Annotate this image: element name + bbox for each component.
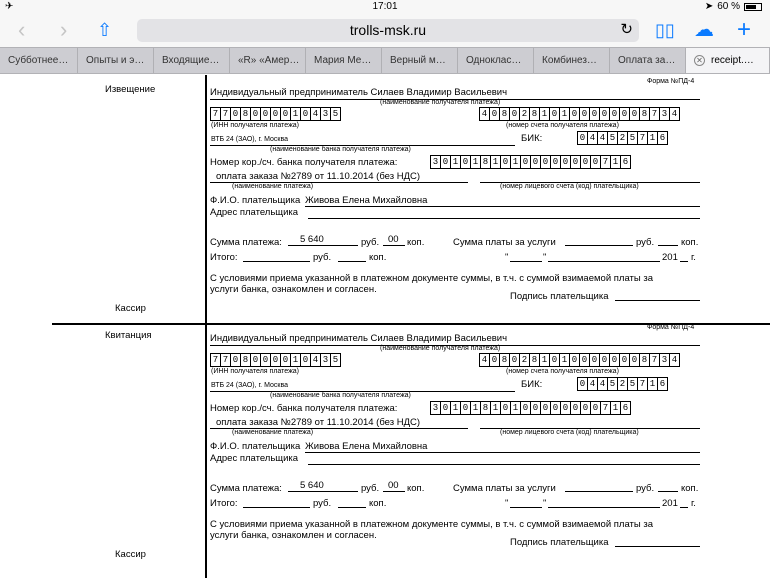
tab-bar: [0, 47, 770, 74]
digit-cell: 6: [620, 155, 631, 169]
total-label: Итого:: [210, 498, 238, 509]
digit-cell: 8: [480, 401, 491, 415]
tab[interactable]: Оплата за…: [610, 48, 686, 73]
sum-rub: 5 640: [300, 234, 324, 245]
corr-cells: [431, 155, 631, 169]
digit-cell: 1: [290, 107, 301, 121]
digit-cell: 8: [639, 353, 650, 367]
sum-label: Сумма платежа:: [210, 483, 282, 494]
digit-cell: 5: [330, 107, 341, 121]
digit-cell: 6: [620, 401, 631, 415]
status-bar: [0, 0, 770, 14]
bik-cells: [578, 131, 668, 145]
digit-cell: 8: [529, 353, 540, 367]
form-code: Форма №ПД-4: [647, 324, 695, 331]
forward-button[interactable]: ›: [60, 17, 68, 42]
digit-cell: 0: [440, 401, 451, 415]
sum-kop: 00: [388, 480, 399, 491]
share-icon[interactable]: ⇧: [97, 20, 113, 40]
digit-cell: 0: [560, 401, 571, 415]
digit-cell: 4: [479, 107, 490, 121]
digit-cell: 4: [479, 353, 490, 367]
digit-cell: 7: [600, 401, 611, 415]
digit-cell: 2: [617, 377, 628, 391]
digit-cell: 4: [310, 353, 321, 367]
digit-cell: 0: [440, 155, 451, 169]
digit-cell: 0: [540, 155, 551, 169]
terms-text: С условиями приема указанной в платежном документе суммы, в т.ч. с суммой взимаемой платы за: [210, 273, 653, 284]
bank-name: ВТБ 24 (ЗАО), г. Москва: [211, 136, 288, 143]
corr-label: Номер кор./сч. банка получателя платежа:: [210, 157, 398, 168]
digit-cell: 0: [619, 107, 630, 121]
digit-cell: 0: [590, 401, 601, 415]
digit-cell: 0: [300, 107, 311, 121]
digit-cell: 4: [597, 131, 608, 145]
terms-text: С условиями приема указанной в платежном документе суммы, в т.ч. с суммой взимаемой платы за: [210, 519, 653, 530]
section-title: Извещение: [105, 84, 156, 95]
digit-cell: 0: [509, 353, 520, 367]
digit-cell: 0: [489, 107, 500, 121]
fee-label: Сумма платы за услуги: [453, 237, 556, 248]
digit-cell: 5: [627, 131, 638, 145]
digit-cell: 0: [589, 107, 600, 121]
airplane-icon: ✈: [5, 1, 14, 12]
digit-cell: 1: [647, 377, 658, 391]
digit-cell: 1: [470, 401, 481, 415]
tab[interactable]: Опыты и э…: [78, 48, 154, 73]
digit-cell: 0: [577, 131, 588, 145]
digit-cell: 0: [579, 353, 590, 367]
digit-cell: 7: [210, 353, 221, 367]
digit-cell: 5: [627, 377, 638, 391]
recipient-caption: (наименование получателя платежа): [380, 345, 501, 352]
digit-cell: 0: [270, 353, 281, 367]
digit-cell: 7: [220, 107, 231, 121]
sum-kop: 00: [388, 234, 399, 245]
digit-cell: 0: [300, 353, 311, 367]
digit-cell: 8: [529, 107, 540, 121]
digit-cell: 0: [460, 401, 471, 415]
digit-cell: 0: [250, 107, 261, 121]
digit-cell: 0: [489, 353, 500, 367]
personal-caption: (номер лицевого счета (код) плательщика): [500, 183, 639, 190]
inn-cells: [211, 353, 341, 367]
digit-cell: 1: [490, 401, 501, 415]
tab[interactable]: Комбинез…: [534, 48, 610, 73]
location-icon: ➤: [704, 1, 714, 12]
digit-cell: 4: [669, 353, 680, 367]
digit-cell: 0: [530, 155, 541, 169]
reload-icon[interactable]: ↻: [620, 21, 633, 38]
account-cells: [480, 353, 680, 367]
cashier-label: Кассир: [115, 303, 146, 314]
digit-cell: 7: [220, 353, 231, 367]
digit-cell: 0: [569, 353, 580, 367]
corr-cells: [431, 401, 631, 415]
status-time: 17:01: [372, 1, 398, 12]
digit-cell: 0: [560, 155, 571, 169]
inn-cells: [211, 107, 341, 121]
digit-cell: 0: [260, 107, 271, 121]
digit-cell: 0: [550, 155, 561, 169]
digit-cell: 0: [580, 155, 591, 169]
digit-cell: 1: [610, 401, 621, 415]
digit-cell: 0: [619, 353, 630, 367]
digit-cell: 0: [599, 353, 610, 367]
signature-label: Подпись плательщика: [510, 537, 609, 548]
digit-cell: 8: [499, 107, 510, 121]
address-label: Адрес плательщика: [210, 453, 299, 464]
digit-cell: 0: [500, 155, 511, 169]
digit-cell: 0: [280, 353, 291, 367]
digit-cell: 0: [549, 107, 560, 121]
bik-label: БИК:: [521, 133, 543, 144]
digit-cell: 3: [430, 155, 441, 169]
digit-cell: 4: [597, 377, 608, 391]
payer-label: Ф.И.О. плательщика: [210, 441, 301, 452]
digit-cell: 0: [609, 353, 620, 367]
digit-cell: 7: [649, 353, 660, 367]
digit-cell: 1: [539, 353, 550, 367]
digit-cell: 3: [320, 353, 331, 367]
digit-cell: 1: [510, 155, 521, 169]
address-label: Адрес плательщика: [210, 207, 299, 218]
payment-caption: (наименование платежа): [232, 429, 314, 436]
sum-rub: 5 640: [300, 480, 324, 491]
digit-cell: 0: [590, 155, 601, 169]
digit-cell: 0: [520, 155, 531, 169]
digit-cell: 0: [270, 107, 281, 121]
terms-text: услуги банка, ознакомлен и согласен.: [210, 530, 377, 541]
bik-label: БИК:: [521, 379, 543, 390]
digit-cell: 0: [500, 401, 511, 415]
digit-cell: 5: [607, 131, 618, 145]
back-button[interactable]: ‹: [18, 17, 26, 42]
digit-cell: 0: [230, 107, 241, 121]
bookmarks-icon[interactable]: ▯▯: [655, 20, 675, 40]
digit-cell: 0: [599, 107, 610, 121]
digit-cell: 0: [570, 155, 581, 169]
digit-cell: 1: [647, 131, 658, 145]
digit-cell: 0: [520, 401, 531, 415]
digit-cell: 0: [569, 107, 580, 121]
bank-caption: (наименование банка получателя платежа): [270, 392, 411, 399]
battery-icon: [744, 3, 762, 11]
payment-name: оплата заказа №2789 от 11.10.2014 (без НДС): [216, 171, 421, 182]
digit-cell: 0: [589, 353, 600, 367]
digit-cell: 3: [430, 401, 441, 415]
receipt-document: Извещение Квитанция Форма №ПД-4 Индивидуальный предприниматель Силаев Владимир Васильевич (наименование получателя платежа) 7 7 0 8 0 0 0 0 1 0 4 3 5 4 0 8 0 2 8 1 0 1 0 0 0 0 0 0 0 8 7 3 4 (ИНН получателя платежа) (номер счета получателя платежа) ВТБ 24 (ЗАО), г. Москва БИК: 0 4 4 5 2 5 7 1 6 (наименование банка получателя платежа) Номер кор./сч. банка получателя платежа: 3 0 1 0 1 8 1 0 1 0 0 0 0 0 0 0 0 7 1 6 оплата заказа №2789 от 11.10.2014 (без НДС) (наименование платежа) (номер лицевого счета (код) плательщика) Ф.И.О. плательщика Живова Елена Михайловна Адрес плательщика Сумма платежа: 5 640 руб. 00 коп. Сумма платы за услуги руб. коп. Итого: руб. коп. " " 201 г. С условиями приема указанной в платежном документе суммы, в т.ч. с суммой взимаемой платы за услуги банка, ознакомлен и согласен. Подпись плательщика Кассир Форма №ПД-4 Индивидуальный предприниматель Силаев Владимир Васильевич (наименование получателя платежа) 7 7 0 8 0 0 0 0 1 0 4 3 5 4 0 8 0 2 8 1 0 1 0 0 0 0 0 0 0 8 7 3 4 (ИНН получателя платежа) (номер счета получателя платежа) ВТБ 24 (ЗАО), г. Москва БИК: 0 4 4 5 2 5 7 1 6 (наименование банка получателя платежа) Номер кор./сч. банка получателя платежа: 3 0 1 0 1 8 1 0 1 0 0 0 0 0 0 0 0 7 1 6 оплата заказа №2789 от 11.10.2014 (без НДС) (наименование платежа) (номер лицевого счета (код) плательщика) Ф.И.О. плательщика Живова Елена Михайловна Адрес плательщика Сумма платежа: 5 640 руб. 00 коп. Сумма платы за услуги руб. коп. Итого: руб. коп. " " 201 г. С условиями приема указанной в платежном документе суммы, в т.ч. с суммой взимаемой платы за услуги банка, ознакомлен и согласен. Подпись плательщика Кассир: [0, 75, 770, 578]
tab[interactable]: Субботнее…: [0, 48, 78, 73]
digit-cell: 0: [629, 353, 640, 367]
digit-cell: 5: [607, 377, 618, 391]
digit-cell: 0: [509, 107, 520, 121]
url-text: trolls-msk.ru: [349, 22, 427, 38]
tab[interactable]: Мария Ме…: [306, 48, 382, 73]
digit-cell: 5: [330, 353, 341, 367]
tab[interactable]: Одноклас…: [458, 48, 534, 73]
digit-cell: 0: [530, 401, 541, 415]
digit-cell: 0: [609, 107, 620, 121]
inn-caption: (ИНН получателя платежа): [211, 368, 299, 375]
digit-cell: 0: [549, 353, 560, 367]
digit-cell: 4: [587, 377, 598, 391]
digit-cell: 1: [290, 353, 301, 367]
digit-cell: 8: [499, 353, 510, 367]
digit-cell: 0: [460, 155, 471, 169]
form-code: Форма №ПД-4: [647, 78, 695, 85]
digit-cell: 7: [600, 155, 611, 169]
digit-cell: 8: [480, 155, 491, 169]
digit-cell: 1: [490, 155, 501, 169]
inn-caption: (ИНН получателя платежа): [211, 122, 299, 129]
digit-cell: 0: [540, 401, 551, 415]
account-caption: (номер счета получателя платежа): [506, 122, 619, 129]
digit-cell: 0: [629, 107, 640, 121]
digit-cell: 8: [639, 107, 650, 121]
digit-cell: 1: [559, 107, 570, 121]
account-cells: [480, 107, 680, 121]
sum-label: Сумма платежа:: [210, 237, 282, 248]
digit-cell: 1: [510, 401, 521, 415]
digit-cell: 0: [577, 377, 588, 391]
corr-label: Номер кор./сч. банка получателя платежа:: [210, 403, 398, 414]
digit-cell: 6: [657, 131, 668, 145]
payer-name: Живова Елена Михайловна: [305, 441, 428, 452]
digit-cell: 1: [610, 155, 621, 169]
digit-cell: 1: [559, 353, 570, 367]
digit-cell: 7: [649, 107, 660, 121]
signature-label: Подпись плательщика: [510, 291, 609, 302]
section-title: Квитанция: [105, 330, 152, 341]
digit-cell: 0: [570, 401, 581, 415]
digit-cell: 0: [230, 353, 241, 367]
digit-cell: 3: [320, 107, 331, 121]
digit-cell: 3: [659, 107, 670, 121]
terms-text: услуги банка, ознакомлен и согласен.: [210, 284, 377, 295]
recipient-caption: (наименование получателя платежа): [380, 99, 501, 106]
digit-cell: 6: [657, 377, 668, 391]
digit-cell: 7: [637, 377, 648, 391]
close-icon[interactable]: ✕: [694, 55, 705, 66]
address-bar[interactable]: [137, 19, 639, 42]
digit-cell: 4: [587, 131, 598, 145]
browser-toolbar: [0, 14, 770, 47]
payment-name: оплата заказа №2789 от 11.10.2014 (без НДС): [216, 417, 421, 428]
digit-cell: 0: [550, 401, 561, 415]
fee-label: Сумма платы за услуги: [453, 483, 556, 494]
tab-active[interactable]: ✕ receipt.…: [686, 48, 770, 73]
payer-label: Ф.И.О. плательщика: [210, 195, 301, 206]
digit-cell: 8: [240, 107, 251, 121]
digit-cell: 7: [210, 107, 221, 121]
digit-cell: 7: [637, 131, 648, 145]
digit-cell: 0: [579, 107, 590, 121]
digit-cell: 0: [280, 107, 291, 121]
cashier-label: Кассир: [115, 549, 146, 560]
digit-cell: 0: [580, 401, 591, 415]
digit-cell: 3: [659, 353, 670, 367]
new-tab-button[interactable]: +: [737, 16, 752, 43]
divider: [205, 75, 207, 324]
digit-cell: 4: [669, 107, 680, 121]
digit-cell: 1: [470, 155, 481, 169]
digit-cell: 1: [539, 107, 550, 121]
cloud-tabs-icon[interactable]: ☁: [694, 19, 714, 41]
digit-cell: 0: [250, 353, 261, 367]
bank-name: ВТБ 24 (ЗАО), г. Москва: [211, 382, 288, 389]
digit-cell: 0: [260, 353, 271, 367]
digit-cell: 1: [450, 155, 461, 169]
recipient-name: Индивидуальный предприниматель Силаев Владимир Васильевич: [210, 87, 508, 98]
digit-cell: 2: [519, 353, 530, 367]
payer-name: Живова Елена Михайловна: [305, 195, 428, 206]
account-caption: (номер счета получателя платежа): [506, 368, 619, 375]
recipient-name: Индивидуальный предприниматель Силаев Владимир Васильевич: [210, 333, 508, 344]
tab[interactable]: «R» «Амер…: [230, 48, 306, 73]
bik-cells: [578, 377, 668, 391]
digit-cell: 4: [310, 107, 321, 121]
personal-caption: (номер лицевого счета (код) плательщика): [500, 429, 639, 436]
total-label: Итого:: [210, 252, 238, 263]
battery-percent: 60 %: [717, 1, 740, 12]
divider: [205, 324, 207, 578]
digit-cell: 2: [617, 131, 628, 145]
digit-cell: 8: [240, 353, 251, 367]
tab[interactable]: Верный м…: [382, 48, 458, 73]
digit-cell: 2: [519, 107, 530, 121]
payment-caption: (наименование платежа): [232, 183, 314, 190]
bank-caption: (наименование банка получателя платежа): [270, 146, 411, 153]
tab[interactable]: Входящие…: [154, 48, 230, 73]
digit-cell: 1: [450, 401, 461, 415]
